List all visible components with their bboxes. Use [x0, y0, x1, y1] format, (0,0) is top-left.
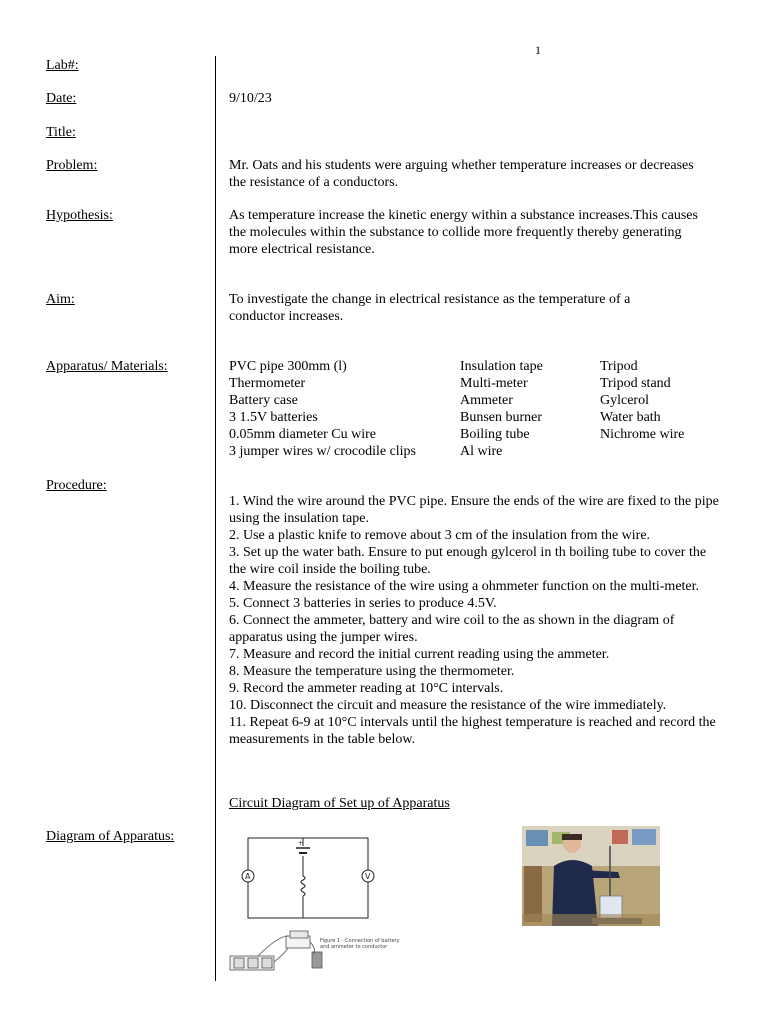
- procedure-step: 2. Use a plastic knife to remove about 3 cm of the insulation from the wire.: [229, 528, 651, 543]
- hypothesis-text: As temperature increase the kinetic energy within a substance increases.This causes the molecules within the substance to collide more frequently thereby generating more electrical resistance.: [229, 208, 698, 257]
- procedure-step: 7. Measure and record the initial current reading using the ammeter.: [229, 647, 610, 662]
- circuit-diagram: [228, 828, 400, 978]
- procedure-step: 1. Wind the wire around the PVC pipe. Ensure the ends of the wire are fixed to the pipe using the insulation tape.: [229, 494, 719, 526]
- diagram-caption: Circuit Diagram of Set up of Apparatus: [229, 796, 450, 811]
- ammeter-symbol: [242, 870, 254, 882]
- hypothesis-label: Hypothesis:: [46, 208, 113, 223]
- experiment-photo: [522, 826, 660, 926]
- aim-text: To investigate the change in electrical resistance as the temperature of a conductor increases.: [229, 292, 631, 324]
- svg-text:A: A: [245, 872, 251, 881]
- procedure-list: [229, 493, 724, 748]
- materials-column-1: [229, 358, 416, 460]
- material-item: Al wire: [460, 444, 503, 459]
- material-item: 3 1.5V batteries: [229, 410, 318, 425]
- diagram-label: Diagram of Apparatus:: [46, 829, 175, 844]
- procedure-step: 6. Connect the ammeter, battery and wire coil to the as shown in the diagram of apparatus using the jumper wires.: [229, 613, 675, 645]
- material-item: Battery case: [229, 393, 298, 408]
- material-item: Water bath: [600, 410, 661, 425]
- materials-column-3: [600, 358, 684, 443]
- battery-symbol: [296, 840, 310, 856]
- material-item: Boiling tube: [460, 427, 530, 442]
- column-divider: [215, 56, 216, 981]
- procedure-step: 5. Connect 3 batteries in series to produce 4.5V.: [229, 596, 497, 611]
- svg-text:+: +: [298, 840, 304, 847]
- material-item: Insulation tape: [460, 359, 543, 374]
- apparatus-label: Apparatus/ Materials:: [46, 359, 168, 374]
- figure-caption-line2: and ammeter to conductor: [320, 944, 388, 950]
- material-item: PVC pipe 300mm (l): [229, 359, 347, 374]
- material-item: Tripod: [600, 359, 638, 374]
- material-item: Gylcerol: [600, 393, 649, 408]
- date-label: Date:: [46, 91, 77, 106]
- figure-caption-line1: Figure 1 - Connection of battery: [320, 938, 400, 944]
- material-item: Ammeter: [460, 393, 513, 408]
- procedure-step: 4. Measure the resistance of the wire using a ohmmeter function on the multi-meter.: [229, 579, 700, 594]
- material-item: 0.05mm diameter Cu wire: [229, 427, 376, 442]
- procedure-step: 3. Set up the water bath. Ensure to put enough gylcerol in th boiling tube to cover the the wire coil inside the boiling tube.: [229, 545, 707, 577]
- equipment-sketch: [230, 931, 322, 970]
- procedure-step: 10. Disconnect the circuit and measure the resistance of the wire immediately.: [229, 698, 667, 713]
- problem-label: Problem:: [46, 158, 98, 173]
- date-value: 9/10/23: [229, 91, 272, 106]
- voltmeter-symbol: [362, 870, 374, 882]
- material-item: Nichrome wire: [600, 427, 685, 442]
- title-label: Title:: [46, 125, 76, 140]
- material-item: Bunsen burner: [460, 410, 543, 425]
- procedure-step: 11. Repeat 6-9 at 10°C intervals until the highest temperature is reached and record the measurements in the table below.: [229, 715, 716, 747]
- wire-coil-resistor: [299, 876, 307, 896]
- page-number: 1: [535, 43, 541, 57]
- procedure-step: 8. Measure the temperature using the thermometer.: [229, 664, 515, 679]
- problem-text: Mr. Oats and his students were arguing whether temperature increases or decreases the resistance of a conductors.: [229, 158, 694, 190]
- material-item: Thermometer: [229, 376, 306, 391]
- procedure-label: Procedure:: [46, 478, 107, 493]
- lab-label: Lab#:: [46, 58, 79, 73]
- procedure-step: 9. Record the ammeter reading at 10°C intervals.: [229, 681, 504, 696]
- svg-text:V: V: [365, 872, 371, 881]
- material-item: 3 jumper wires w/ crocodile clips: [229, 444, 417, 459]
- aim-label: Aim:: [46, 292, 75, 307]
- materials-column-2: [460, 358, 543, 460]
- material-item: Tripod stand: [600, 376, 671, 391]
- material-item: Multi-meter: [460, 376, 528, 391]
